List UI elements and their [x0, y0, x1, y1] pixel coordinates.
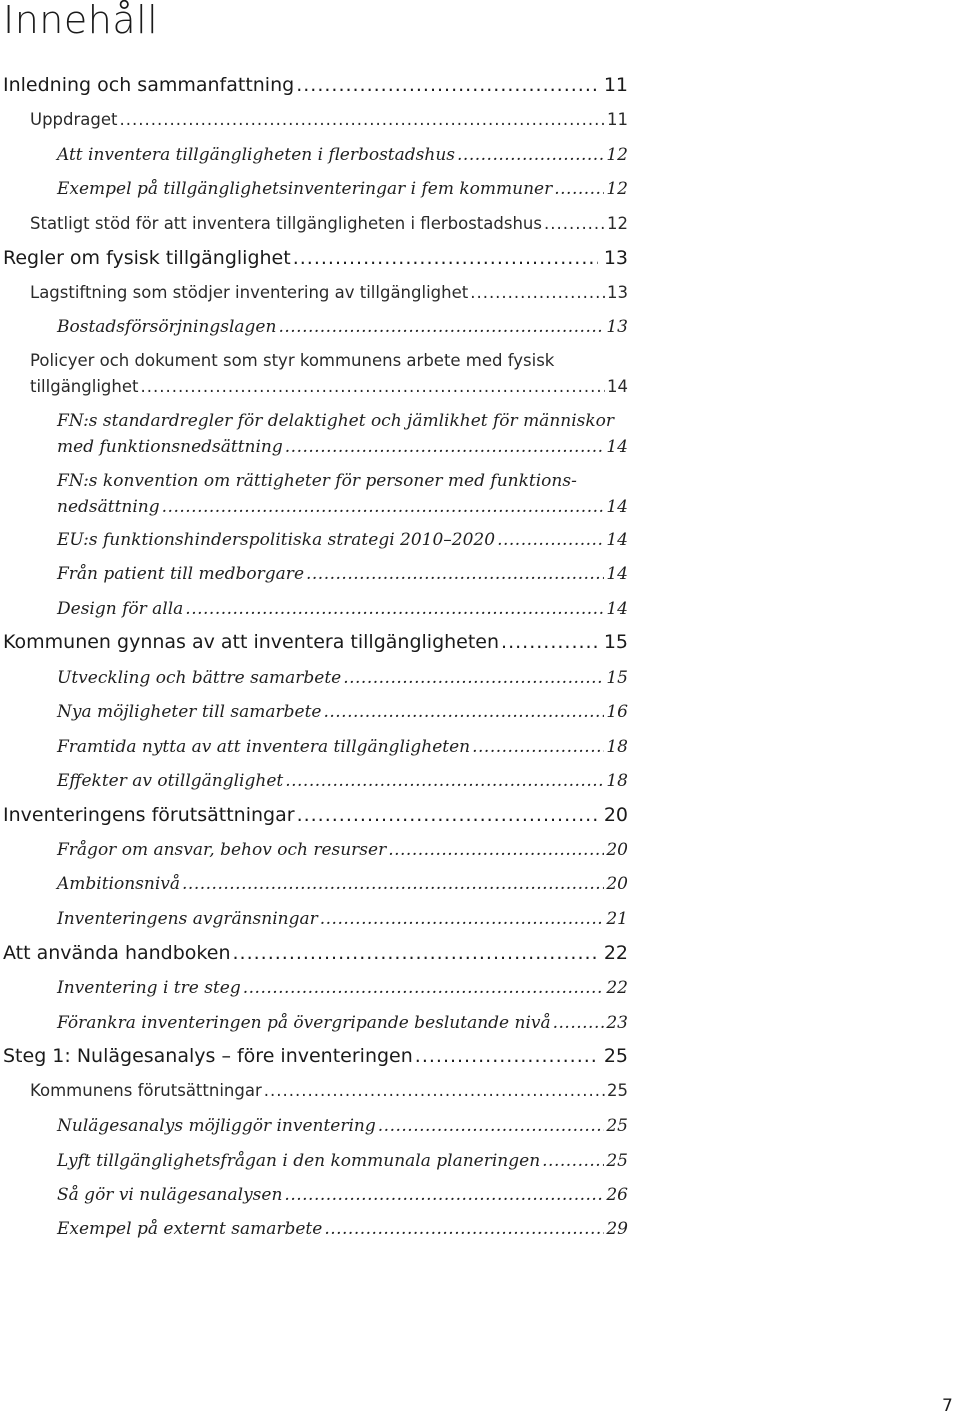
- toc-page-number: 20: [603, 804, 628, 826]
- toc-leader-dots: [497, 527, 604, 553]
- toc-entry-title: Design för alla: [57, 599, 184, 619]
- toc-entry[interactable]: [3, 245, 628, 271]
- toc-page-number: 22: [606, 978, 628, 998]
- toc-page-number: 12: [606, 145, 628, 165]
- toc-page-number: 12: [606, 179, 628, 199]
- toc-entry[interactable]: [57, 142, 628, 168]
- toc-page-number: 14: [606, 564, 628, 584]
- toc-leader-dots: [185, 596, 604, 622]
- toc-entry-title: Nulägesanalys möjliggör inventering: [57, 1116, 376, 1136]
- toc-entry[interactable]: [30, 107, 628, 133]
- toc-leader-dots: [285, 768, 604, 794]
- toc-page-number: 14: [607, 377, 628, 396]
- toc-page-number: 25: [606, 1116, 628, 1136]
- toc-page-number: 12: [607, 214, 628, 233]
- toc-entry[interactable]: [57, 699, 628, 725]
- toc-entry-title: Frågor om ansvar, behov och resurser: [57, 840, 387, 860]
- toc-entry-title: Inventeringens förutsättningar: [3, 804, 295, 826]
- toc-page-number: 21: [606, 909, 628, 929]
- toc-entry[interactable]: [57, 176, 628, 202]
- toc-entry[interactable]: [57, 1113, 628, 1139]
- toc-leader-dots: [296, 72, 598, 98]
- toc-page-number: 18: [606, 771, 628, 791]
- toc-leader-dots: [472, 734, 604, 760]
- toc-entry[interactable]: [57, 561, 628, 587]
- toc-entry-title: Så gör vi nulägesanalysen: [57, 1185, 283, 1205]
- toc-entry-title: Utveckling och bättre samarbete: [57, 668, 342, 688]
- toc-entry-title: Inventering i tre steg: [57, 978, 241, 998]
- toc-entry-title: Att använda handboken: [3, 942, 231, 964]
- toc-page-number: 15: [603, 631, 628, 653]
- toc-page-number: 11: [603, 74, 628, 96]
- toc-entry[interactable]: [30, 1078, 628, 1104]
- toc-entry[interactable]: [3, 802, 628, 828]
- toc-entry[interactable]: [57, 768, 628, 794]
- toc-entry[interactable]: [30, 348, 628, 400]
- toc-entry-title: Inledning och sammanfattning: [3, 74, 295, 96]
- toc-leader-dots: [306, 561, 604, 587]
- toc-entry[interactable]: [57, 871, 628, 897]
- toc-page-number: 15: [606, 668, 628, 688]
- toc-leader-dots: [388, 837, 604, 863]
- toc-page-number: 20: [606, 874, 628, 894]
- toc-entry[interactable]: [3, 629, 628, 655]
- toc-entry-title-line1: Policyer och dokument som styr kommunens arbete med fysisk: [30, 351, 555, 370]
- toc-leader-dots: [554, 176, 604, 202]
- toc-leader-dots: [542, 1148, 604, 1174]
- toc-leader-dots: [293, 245, 598, 271]
- toc-entry-title: tillgänglighet: [30, 377, 139, 396]
- toc-entry-title: Förankra inventeringen på övergripande beslutande nivå: [57, 1013, 551, 1033]
- toc-page-number: 14: [606, 497, 628, 517]
- toc-entry-title: Uppdraget: [30, 110, 118, 129]
- toc-leader-dots: [544, 211, 605, 237]
- toc-entry[interactable]: [30, 211, 628, 237]
- toc-entry-title: Från patient till medborgare: [57, 564, 304, 584]
- toc-entry-title: Exempel på externt samarbete: [57, 1219, 323, 1239]
- toc-leader-dots: [501, 629, 598, 655]
- toc-entry-title: med funktionsnedsättning: [57, 437, 283, 457]
- toc-entry-title: Lagstiftning som stödjer inventering av tillgänglighet: [30, 283, 469, 302]
- toc-page-number: 29: [606, 1219, 628, 1239]
- toc-page-number: 25: [606, 1151, 628, 1171]
- toc-leader-dots: [323, 699, 604, 725]
- toc-entry[interactable]: [3, 940, 628, 966]
- toc-page-number: 14: [606, 437, 628, 457]
- toc-leader-dots: [285, 434, 605, 460]
- toc-page-number: 11: [607, 110, 628, 129]
- toc-leader-dots: [120, 107, 606, 133]
- toc-entry[interactable]: [57, 734, 628, 760]
- toc-leader-dots: [470, 280, 605, 306]
- toc-entry[interactable]: [57, 665, 628, 691]
- toc-page-number: 18: [606, 737, 628, 757]
- toc-leader-dots: [297, 802, 598, 828]
- toc-leader-dots: [278, 314, 604, 340]
- toc-entry-title: Kommunens förutsättningar: [30, 1081, 262, 1100]
- toc-page-number: 25: [603, 1045, 628, 1067]
- toc-leader-dots: [415, 1043, 598, 1069]
- toc-page-number: 14: [606, 599, 628, 619]
- page-number: 7: [942, 1396, 953, 1416]
- toc-entry[interactable]: [30, 280, 628, 306]
- toc-leader-dots: [378, 1113, 605, 1139]
- toc-entry-title-line1: FN:s standardregler för delaktighet och jämlikhet för människor: [57, 411, 615, 431]
- toc-entry[interactable]: [57, 837, 628, 863]
- toc-entry-title: Inventeringens avgränsningar: [57, 909, 318, 929]
- page-title: Innehåll: [3, 0, 159, 42]
- toc-leader-dots: [182, 871, 604, 897]
- toc-entry[interactable]: [57, 408, 628, 460]
- toc-entry[interactable]: [57, 314, 628, 340]
- toc-leader-dots: [243, 975, 605, 1001]
- toc-entry-title: Nya möjligheter till samarbete: [57, 702, 322, 722]
- toc-page-number: 16: [606, 702, 628, 722]
- toc-leader-dots: [553, 1010, 605, 1036]
- toc-entry-title: Statligt stöd för att inventera tillgängligheten i flerbostadshus: [30, 214, 542, 233]
- toc-leader-dots: [457, 142, 604, 168]
- toc-entry-title: Steg 1: Nulägesanalys – före inventeringen: [3, 1045, 413, 1067]
- toc-entry-title: Att inventera tillgängligheten i flerbostadshus: [57, 145, 456, 165]
- toc-entry-title: Lyft tillgänglighetsfrågan i den kommunala planeringen: [57, 1151, 541, 1171]
- toc-entry-title: Ambitionsnivå: [57, 874, 181, 894]
- toc-entry[interactable]: [57, 1182, 628, 1208]
- toc-page-number: 25: [607, 1081, 628, 1100]
- toc-page-number: 26: [606, 1185, 628, 1205]
- toc-entry[interactable]: [3, 1043, 628, 1069]
- toc-entry-title: Kommunen gynnas av att inventera tillgängligheten: [3, 631, 500, 653]
- toc-leader-dots: [140, 374, 605, 400]
- toc-leader-dots: [320, 906, 605, 932]
- toc-page-number: 23: [606, 1013, 628, 1033]
- toc-page-number: 20: [606, 840, 628, 860]
- toc-entry[interactable]: [57, 1010, 628, 1036]
- toc-entry[interactable]: [57, 527, 628, 553]
- toc-entry-title-line1: FN:s konvention om rättigheter för personer med funktions-: [57, 471, 577, 491]
- toc-entry[interactable]: [57, 1216, 628, 1242]
- toc-entry[interactable]: [57, 468, 628, 520]
- toc-entry-title: Bostadsförsörjningslagen: [57, 317, 277, 337]
- toc-page-number: 13: [607, 283, 628, 302]
- toc-entry[interactable]: [57, 1148, 628, 1174]
- toc-entry[interactable]: [57, 906, 628, 932]
- toc-leader-dots: [233, 940, 598, 966]
- toc-page-number: 22: [603, 942, 628, 964]
- toc-page-number: 14: [606, 530, 628, 550]
- toc-entry-title: EU:s funktionshinderspolitiska strategi 2010–2020: [57, 530, 496, 550]
- toc-leader-dots: [324, 1216, 604, 1242]
- toc-leader-dots: [162, 494, 605, 520]
- toc-page-number: 13: [606, 317, 628, 337]
- toc-entry[interactable]: [57, 975, 628, 1001]
- toc-entry-title: Effekter av otillgänglighet: [57, 771, 284, 791]
- toc-entry-title: Regler om fysisk tillgänglighet: [3, 247, 291, 269]
- toc-leader-dots: [343, 665, 604, 691]
- toc-entry-title: Framtida nytta av att inventera tillgängligheten: [57, 737, 471, 757]
- toc-entry-title: nedsättning: [57, 497, 160, 517]
- toc-leader-dots: [264, 1078, 605, 1104]
- toc-page-number: 13: [603, 247, 628, 269]
- toc-entry[interactable]: [3, 72, 628, 98]
- toc-leader-dots: [284, 1182, 604, 1208]
- toc-entry-title: Exempel på tillgänglighetsinventeringar i fem kommuner: [57, 179, 553, 199]
- toc-entry[interactable]: [57, 596, 628, 622]
